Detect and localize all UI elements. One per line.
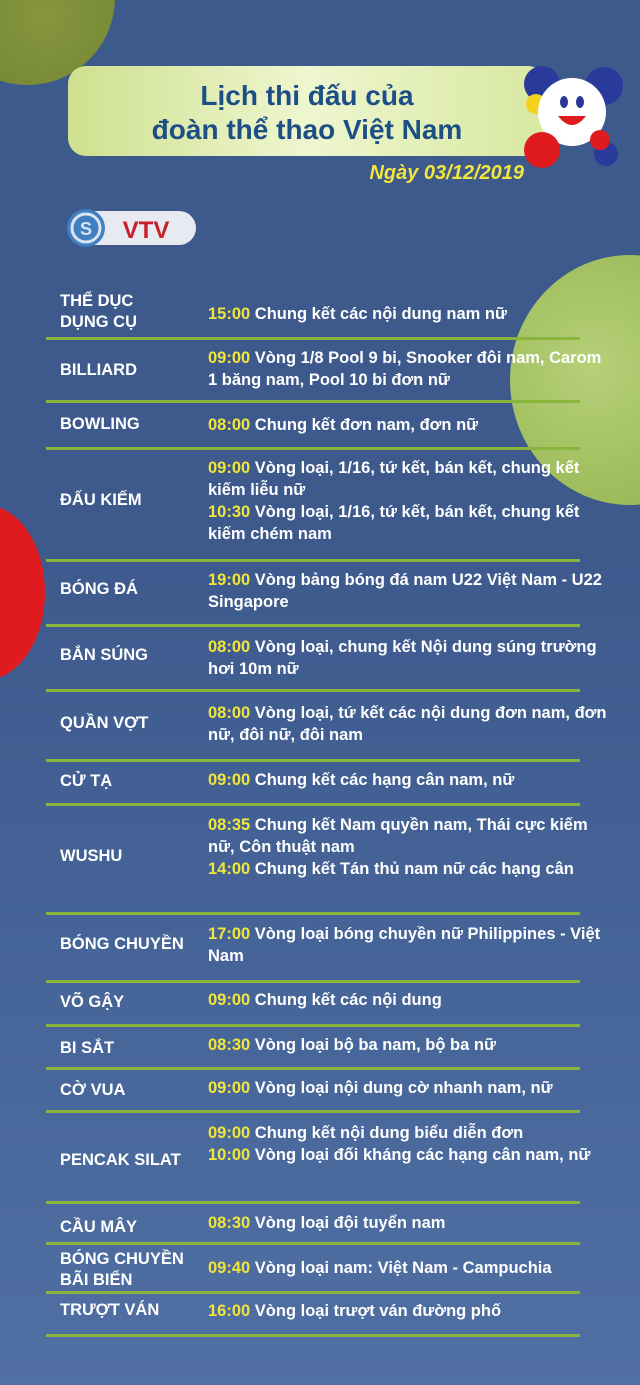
schedule-row	[46, 283, 580, 337]
schedule-row	[46, 1070, 580, 1110]
event-list	[208, 347, 608, 391]
event-time: 09:00	[208, 1124, 251, 1142]
event-list	[208, 1034, 608, 1056]
event-description: Vòng loại đối kháng các hạng cân nam, nữ	[250, 1146, 591, 1164]
page-title-line1: Lịch thi đấu của	[200, 80, 414, 111]
event-time: 10:30	[208, 503, 251, 521]
event-item	[208, 414, 608, 436]
event-item	[208, 989, 608, 1011]
event-time: 09:00	[208, 459, 251, 477]
schedule-row	[46, 806, 588, 912]
sport-name: QUẦN VỢT	[60, 714, 149, 732]
schedule-row	[46, 403, 580, 447]
event-list	[208, 414, 608, 436]
sport-name: BÓNG CHUYỀN BÃI BIỂN	[60, 1250, 184, 1289]
sport-name: BI SẮT	[60, 1039, 115, 1057]
event-item	[208, 1257, 608, 1279]
sport-name: CỬ TẠ	[60, 772, 113, 790]
event-item	[208, 457, 608, 501]
sport-name: VÕ GẬY	[60, 993, 125, 1011]
event-list	[208, 702, 608, 746]
page-title-line2: đoàn thể thao Việt Nam	[151, 114, 463, 145]
event-description: Vòng loại trượt ván đường phố	[250, 1302, 502, 1320]
event-time: 08:00	[208, 416, 251, 434]
event-description: Vòng loại bóng chuyền nữ Philippines - Việt Nam	[208, 925, 601, 965]
event-item	[208, 923, 608, 967]
event-description: Chung kết các hạng cân nam, nữ	[250, 771, 515, 789]
svg-text:VTV: VTV	[122, 217, 170, 244]
event-item	[208, 1300, 608, 1322]
schedule-row	[46, 915, 601, 980]
event-time: 08:35	[208, 816, 251, 834]
event-item	[208, 1144, 608, 1166]
event-list	[208, 1212, 608, 1234]
event-item	[208, 858, 608, 880]
event-list	[208, 989, 608, 1011]
event-list	[208, 1300, 608, 1322]
schedule-row	[46, 1113, 591, 1201]
schedule-row	[46, 627, 597, 689]
schedule-row	[46, 1027, 580, 1067]
schedule-row	[46, 692, 607, 759]
sport-name: WUSHU	[60, 847, 123, 865]
event-list	[208, 636, 608, 680]
event-item	[208, 1077, 608, 1099]
event-list	[208, 303, 608, 325]
event-item	[208, 303, 608, 325]
sport-name: BILLIARD	[60, 361, 137, 379]
event-time: 08:30	[208, 1214, 251, 1232]
event-item	[208, 501, 608, 545]
event-list	[208, 923, 608, 967]
event-time: 15:00	[208, 305, 251, 323]
event-description: Vòng 1/8 Pool 9 bi, Snooker đôi nam, Carom 1 băng nam, Pool 10 bi đơn nữ	[208, 349, 602, 389]
event-time: 09:00	[208, 771, 251, 789]
sport-name: CỜ VUA	[60, 1081, 126, 1099]
schedule-row	[46, 983, 580, 1024]
event-time: 19:00	[208, 571, 251, 589]
event-item	[208, 1034, 608, 1056]
event-description: Chung kết các nội dung nam nữ	[250, 305, 507, 323]
event-time: 08:00	[208, 704, 251, 722]
mascot-icon	[520, 62, 626, 174]
event-item	[208, 569, 608, 613]
event-item	[208, 636, 608, 680]
event-list	[208, 814, 608, 880]
event-list	[208, 769, 608, 791]
event-description: Chung kết các nội dung	[250, 991, 442, 1009]
event-list	[208, 457, 608, 545]
event-list	[208, 1257, 608, 1279]
schedule-row	[46, 562, 602, 624]
event-time: 14:00	[208, 860, 251, 878]
sport-name: BÓNG CHUYỀN	[60, 935, 184, 953]
sport-name: THỂ DỤC DỤNG CỤ	[60, 292, 137, 331]
event-item	[208, 347, 608, 391]
event-time: 16:00	[208, 1302, 251, 1320]
event-item	[208, 702, 608, 746]
event-description: Vòng loại đội tuyển nam	[250, 1214, 446, 1232]
event-time: 09:00	[208, 991, 251, 1009]
sport-name: PENCAK SILAT	[60, 1151, 181, 1169]
schedule-row	[46, 1204, 580, 1242]
schedule-row	[46, 1245, 580, 1291]
event-time: 08:00	[208, 638, 251, 656]
sport-name: BẮN SÚNG	[60, 646, 149, 664]
sport-name: TRƯỢT VÁN	[60, 1301, 160, 1319]
schedule-row	[46, 340, 602, 400]
vtv-logo	[66, 208, 198, 248]
schedule-row	[46, 450, 580, 559]
event-list	[208, 1122, 608, 1166]
event-description: Vòng loại nam: Việt Nam - Campuchia	[250, 1259, 552, 1277]
row-separator	[46, 1334, 580, 1337]
event-item	[208, 769, 608, 791]
sport-name: BÓNG ĐÁ	[60, 580, 138, 598]
event-description: Vòng loại, 1/16, tứ kết, bán kết, chung kết kiếm chém nam	[208, 503, 580, 543]
schedule-date: Ngày 03/12/2019	[369, 162, 524, 184]
svg-text:S: S	[79, 219, 93, 239]
sport-name: BOWLING	[60, 415, 140, 433]
event-item	[208, 814, 608, 858]
event-description: Vòng loại, tứ kết các nội dung đơn nam, đơn nữ, đôi nữ, đôi nam	[208, 704, 607, 744]
sport-name: ĐẤU KIẾM	[60, 491, 142, 509]
schedule-row	[46, 1294, 580, 1334]
sport-name: CẦU MÂY	[60, 1218, 137, 1236]
event-description: Chung kết Nam quyền nam, Thái cực kiếm nữ, Côn thuật nam	[208, 816, 588, 856]
event-time: 09:40	[208, 1259, 251, 1277]
event-time: 09:00	[208, 349, 251, 367]
event-item	[208, 1212, 608, 1234]
schedule-row	[46, 762, 580, 803]
event-description: Vòng loại nội dung cờ nhanh nam, nữ	[250, 1079, 553, 1097]
event-description: Vòng loại, chung kết Nội dung súng trường hơi 10m nữ	[208, 638, 597, 678]
event-description: Chung kết đơn nam, đơn nữ	[250, 416, 479, 434]
event-description: Chung kết Tán thủ nam nữ các hạng cân	[250, 860, 574, 878]
event-time: 17:00	[208, 925, 251, 943]
event-time: 09:00	[208, 1079, 251, 1097]
event-description: Vòng bảng bóng đá nam U22 Việt Nam - U22 Singapore	[208, 571, 602, 611]
event-description: Vòng loại bộ ba nam, bộ ba nữ	[250, 1036, 496, 1054]
event-list	[208, 569, 608, 613]
event-description: Chung kết nội dung biểu diễn đơn	[250, 1124, 524, 1142]
decor-circle-red	[0, 505, 45, 680]
event-time: 08:30	[208, 1036, 251, 1054]
event-time: 10:00	[208, 1146, 251, 1164]
event-list	[208, 1077, 608, 1099]
event-description: Vòng loại, 1/16, tứ kết, bán kết, chung kết kiếm liễu nữ	[208, 459, 580, 499]
event-item	[208, 1122, 608, 1144]
